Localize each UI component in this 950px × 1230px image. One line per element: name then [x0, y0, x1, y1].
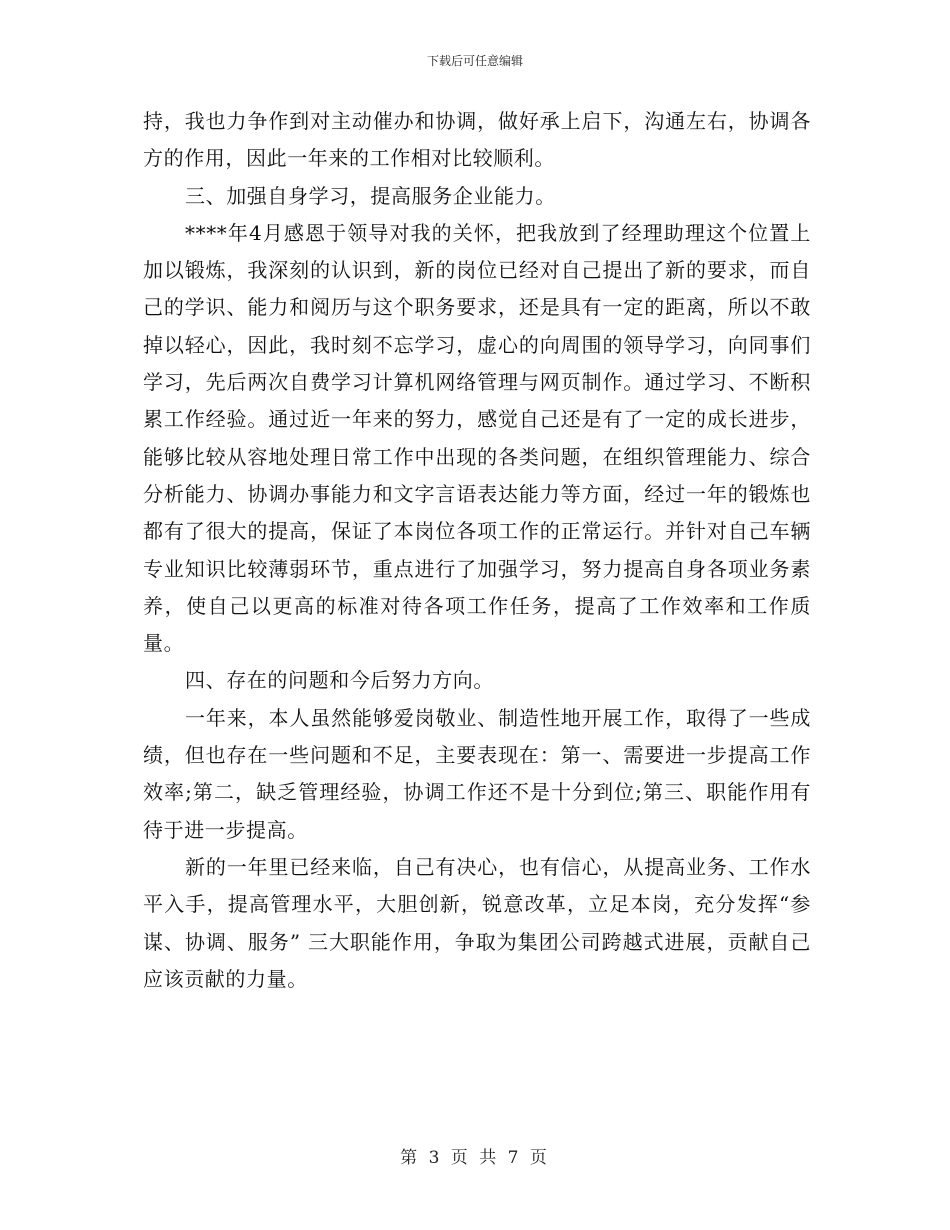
section-heading-4: 四、存在的问题和今后努力方向。: [185, 668, 494, 693]
paragraph-problems: 一年来，本人虽然能够爱岗敬业、制造性地开展工作，取得了一些成绩，但也存在一些问题和不足，主要表现在：第一、需要进一步提高工作效率;第二，缺乏管理经验，协调工作还不是十分到位;第三、职能作用有待于进一步提高。: [143, 705, 811, 842]
paragraph-self-study: ****年4月感恩于领导对我的关怀，把我放到了经理助理这个位置上加以锻炼，我深刻的认识到，新的岗位已经对自己提出了新的要求，而自己的学识、能力和阅历与这个职务要求，还是具有一定的距离，所以不敢掉以轻心，因此，我时刻不忘学习，虚心的向周围的领导学习，向同事们学习，先后两次自费学习计算机网络管理与网页制作。通过学习、不断积累工作经验。通过近一年来的努力，感觉自己还是有了一定的成长进步，能够比较从容地处理日常工作中出现的各类问题，在组织管理能力、综合分析能力、协调办事能力和文字言语表达能力等方面，经过一年的锻炼也都有了很大的提高，保证了本岗位各项工作的正常运行。并针对自己车辆专业知识比较薄弱环节，重点进行了加强学习，努力提高自身各项业务素养，使自己以更高的标准对待各项工作任务，提高了工作效率和工作质量。: [143, 220, 811, 656]
page-number: 第 3 页 共 7 页: [400, 1148, 550, 1168]
page-header-note: 下载后可任意编辑: [426, 54, 523, 68]
paragraph-continuation: 持，我也力争作到对主动催办和协调，做好承上启下，沟通左右，协调各方的作用，因此一年来的工作相对比较顺利。: [143, 109, 811, 171]
section-heading-3: 三、加强自身学习，提高服务企业能力。: [185, 183, 556, 208]
document-body: [143, 103, 811, 998]
paragraph-new-year: 新的一年里已经来临，自己有决心，也有信心，从提高业务、工作水平入手，提高管理水平，大胆创新，锐意改革，立足本岗，充分发挥“参谋、协调、服务” 三大职能作用，争取为集团公司跨越式进展，贡献自己应该贡献的力量。: [143, 854, 811, 991]
